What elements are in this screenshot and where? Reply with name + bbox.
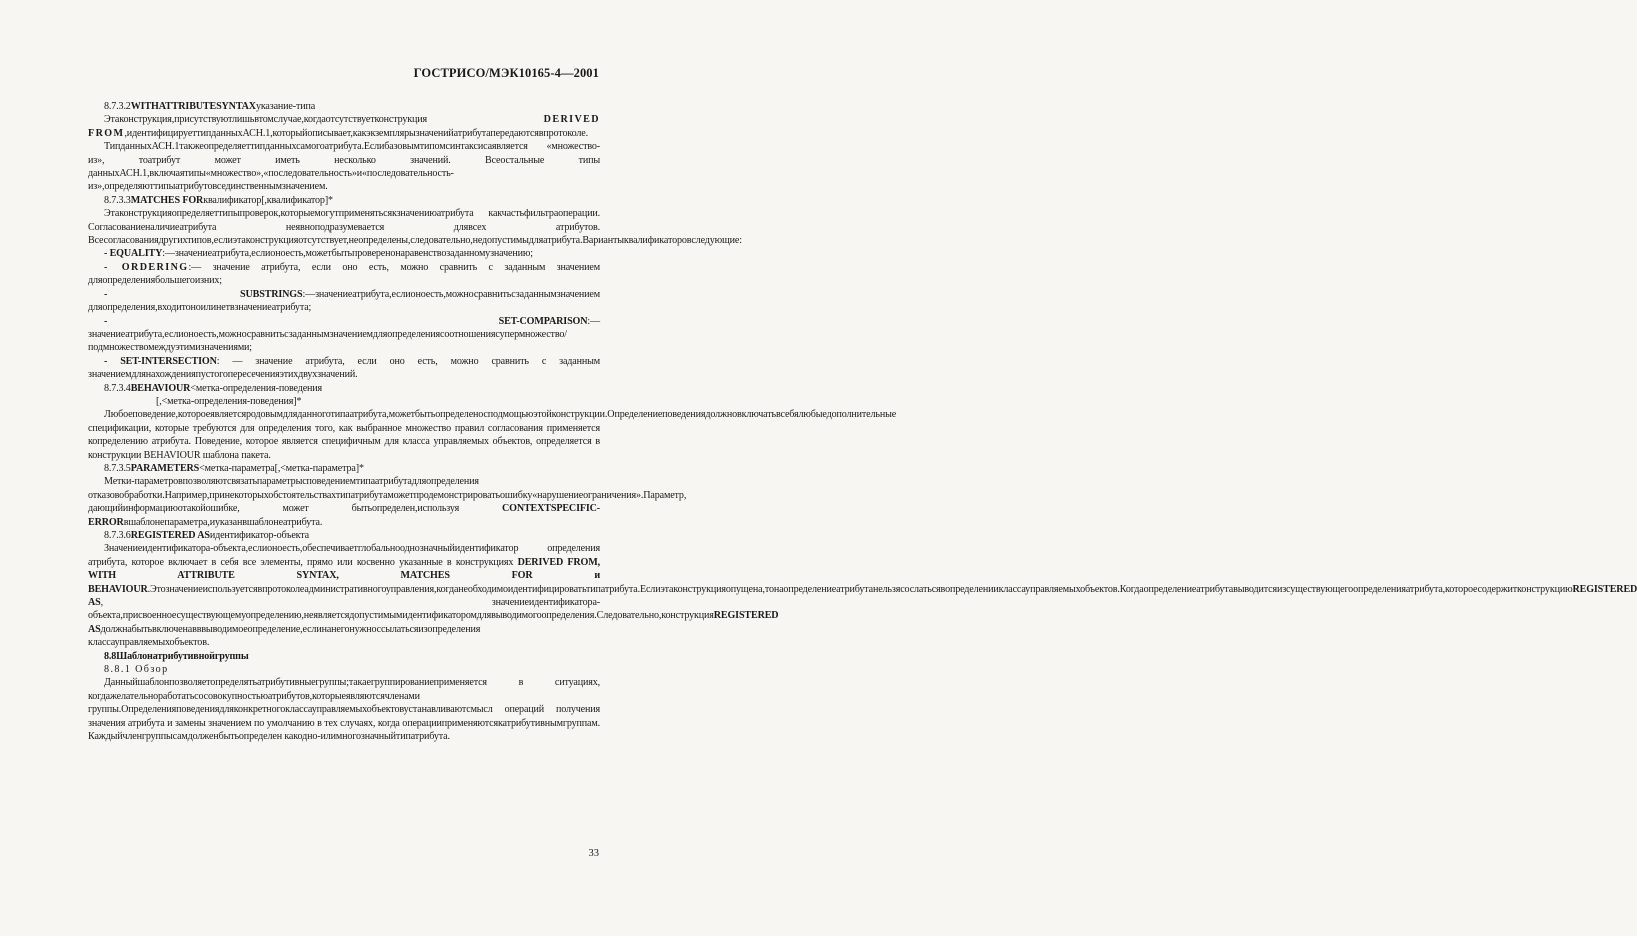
keyword: MATCHES FOR — [130, 194, 204, 206]
clause-argument: <метка-определения-поведения — [190, 382, 323, 394]
page-header: ГОСТРИСО/МЭК10165-4—2001 — [413, 66, 599, 80]
clause-8-7-3-6-heading — [88, 529, 600, 542]
clause-8-7-3-2-para-2: ТипданныхАСН.1такжеопределяеттипданныхсамогоатрибута.Еслибазовымтипомсинтаксисаявляется «множество-из», тоатрибут может иметь несколько значений. Всеостальные типы данныхАСН.1,включаятипы«множество»,«последовательность»и«последовательность-из»,определяюттипыатрибутовсединственнымзначением. — [88, 141, 600, 193]
page-number: 33 — [588, 848, 599, 859]
clause-8-7-3-3-para-1: Этаконструкцияопределяеттипыпроверок,которыемогутприменятьсякзначениюатрибута какчастьфильтраоперации. Согласованиеналичиеатрибута неявноподразумевается длявсех атрибутов. Всесогласованиядругихтипов,еслиэтаконструкцияотсутствует,неопределены,следовательно,недопустимыдляатрибута.Вариантыквалификаторовследующие: — [88, 208, 742, 247]
clause-argument: квалификатор[,квалификатор]* — [203, 194, 333, 206]
clause-argument: <метка-параметра[,<метка-параметра]* — [199, 462, 364, 474]
keyword: PARAMETERS — [130, 462, 200, 474]
section-8-8-1-title: 8.8.1 Обзор — [104, 664, 169, 676]
clause-number: 8.7.3.2 — [104, 101, 131, 112]
keyword: REGISTERED AS — [130, 530, 210, 541]
clause-8-7-3-4-heading-cont: [,<метка-определения-поведения]* — [156, 395, 302, 407]
keyword: BEHAVIOUR — [88, 583, 148, 595]
clause-8-7-3-2-heading — [88, 100, 600, 113]
keyword: REGISTERED AS — [88, 610, 779, 635]
clause-8-7-3-6-para-1: Значениеидентификатора-объекта,еслионоесть,обеспечиваетглобальнооднозначныйидентификатор определения атрибута, которое включает в себя все элементы, прямо или косвенно указанные в конструкциях DERIVED FROM, WITH ATTRIBUTE SYNTAX, MATCHES FOR и BEHAVIOUR.Этозначениеиспользуетсявпротоколеадминистративногоуправления,когданеобходимоидентифицироватьтипатрибута.Еслиэтаконструкцияопущена,тонаопределениеатрибутанельзясослатьсявопределенииклассауправляемыхобъектов.Когдаопределениеатрибутавыводитсяизсуществующегоопределенияатрибута,котороесодержитконструкциюREGISTERED AS, значениеидентификатора-объекта,присвоенноесуществующемуопределению,неявляетсядопустимымидентификаторомдлявыводимогоопределения.Следовательно,конструкцияREGISTERED ASдолжнабытьвключенавввыводимоеопределение,еслинанегонужноссылатьсяизопределения классауправляемыхобъектов. — [88, 543, 1637, 649]
keyword: DERIVED FROM — [88, 114, 600, 139]
qualifier-item-set-comparison: - SET-COMPARISON:—значениеатрибута,еслионоесть,можносравнитьсзаданнымзначениемдляопределениясоотношениясупермножество/подмножествомеждуэтимизначениями; — [88, 315, 600, 354]
keyword: BEHAVIOUR — [130, 382, 191, 394]
clause-8-7-3-3-heading — [88, 194, 600, 207]
qualifier-item-ordering: - ORDERING:— значение атрибута, если оно есть, можно сравнить с заданным значением дляопределениябольшегоизних; — [88, 261, 601, 287]
qualifier-item-set-intersection: - SET-INTERSECTION: — значение атрибута, если оно есть, можно сравнить с заданным значениемдлянахожденияпустогопересеченияэтихдвухзначений. — [88, 355, 600, 381]
clause-8-7-3-2-para-1: Этаконструкция,присутствуютлишьвтомслучае,когдаотсутствуетконструкция DERIVED FROM,идентифицируеттипданныхАСН.1,которыйописывает,какэкземплярызначенийатрибутапередаютсявпротоколе. — [88, 114, 600, 139]
clause-8-7-3-4-para-1: Любоеповедение,котороеявляетсяродовымдляданноготипаатрибута,можетбытьопределеносподмощьюэтойконструкции.Определениеповедениядолжновключатьвсебялюбыедополнительные спецификации, которые требуются для определения того, как выбранное множество правил согласования применяется копределению атрибута. Поведение, которое является специфичным для класса управляемых объектов, определяется в конструкции BEHAVIOUR шаблона пакета. — [88, 409, 897, 461]
clause-8-7-3-4-heading — [88, 382, 600, 395]
section-8-8-title: 8.8Шаблонатрибутивнойгруппы — [104, 650, 249, 662]
keyword: CONTEXTSPECIFIC-ERROR — [88, 503, 600, 528]
section-8-8-1-para-1: Данныйшаблонпозволяетопределятьатрибутивныегруппы;такаегруппированиеприменяется в ситуациях, когдажелательноработатьсосовокупностьюатрибутов,которыеявляютсячленами группы.Определенияповедениядляконкретногоклассауправляемыхобъектовустанавливаютсмысл операций получения значения атрибута и замены значением по умолчанию в тех случаях, когда операцииприменяютсякатрибутивнымгруппам. Каждыйчленгруппысамдолженбытьопределен какодно-илимногозначныйтипатрибута. — [88, 677, 600, 743]
clause-8-7-3-5-heading — [88, 462, 600, 475]
qualifier-item-equality: - EQUALITY:—значениеатрибута,еслионоесть,можетбытьпроверенонаравенствозаданномузначению; — [104, 248, 533, 260]
keyword: WITHATTRIBUTESYNTAX — [130, 101, 256, 112]
body-text — [88, 100, 1637, 744]
clause-argument: идентификатор-объекта — [209, 530, 309, 541]
qualifier-item-substrings: - SUBSTRINGS:—значениеатрибута,еслионоесть,можносравнитьсзаданнымзначением дляопределения,входитоноилинетвзначениеатрибута; — [88, 288, 600, 314]
clause-argument: указание-типа — [255, 101, 316, 112]
clause-number: 8.7.3.5 — [104, 462, 131, 474]
keyword: DERIVED FROM, WITH ATTRIBUTE SYNTAX, MATCHES FOR — [88, 556, 600, 582]
clause-number: 8.7.3.6 — [104, 530, 131, 541]
clause-8-7-3-5-para-1: Метки-параметровпозволяютсвязатьпараметрысповедениемтипаатрибутадляопределения отказовобработки.Например,принекоторыхобстоятельствахтипатрибутаможетпродемонстрироватьошибку«нарушениеограничения».Параметр, дающийинформациюотакойошибке, может бытьопределен,используя CONTEXTSPECIFIC-ERRORвшаблонепараметра,иуказанвшаблонеатрибута. — [88, 476, 687, 528]
clause-number: 8.7.3.3 — [104, 194, 131, 206]
clause-number: 8.7.3.4 — [104, 382, 131, 394]
keyword: REGISTERED AS — [88, 583, 1637, 609]
